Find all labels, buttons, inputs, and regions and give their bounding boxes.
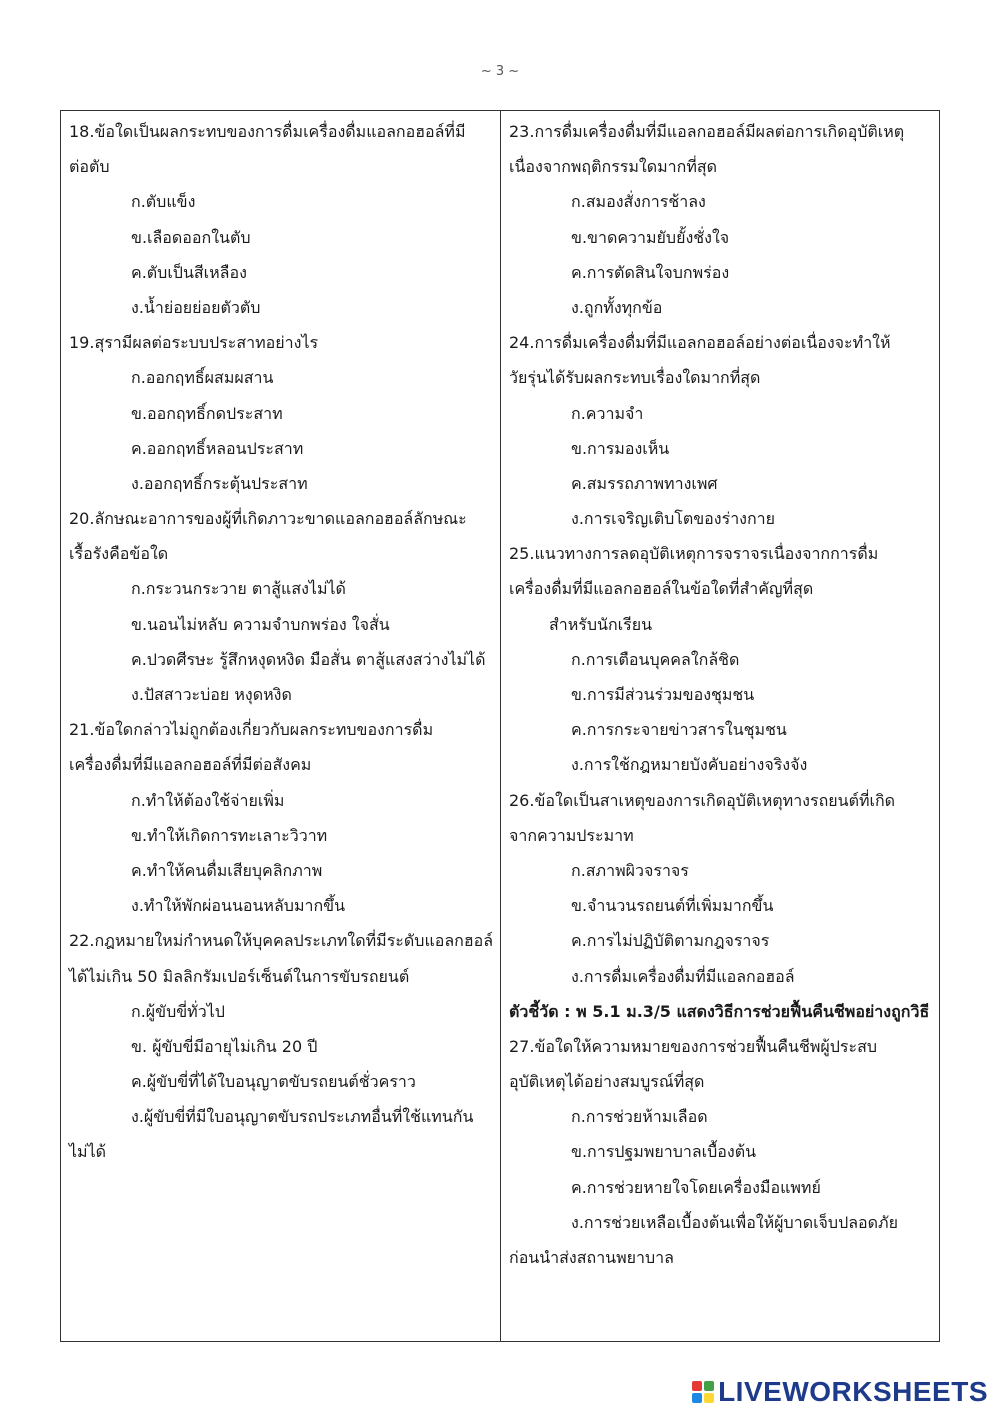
question-22-option-d: ง.ผู้ขับขี่ที่มีใบอนุญาตขับรถประเภทอื่นที่ใช้แทนกัน [131,1107,474,1127]
question-19-line-1: 19.สุรามีผลต่อระบบประสาทอย่างไร [69,333,319,353]
question-24-line-1: 24.การดื่มเครื่องดื่มที่มีแอลกอฮอล์อย่างต่อเนื่องจะทำให้ [509,333,891,353]
question-18-line-2: ต่อตับ [69,157,110,177]
indicator-heading: ตัวชี้วัด : พ 5.1 ม.3/5 แสดงวิธีการช่วยฟื้นคืนชีพอย่างถูกวิธี [509,1001,930,1021]
question-18-option-c: ค.ตับเป็นสีเหลือง [131,262,247,282]
right-column [501,111,941,1341]
liveworksheets-wordmark: LIVEWORKSHEETS [718,1376,988,1407]
question-23-option-c: ค.การตัดสินใจบกพร่อง [571,262,730,282]
question-27-line-1: 27.ข้อใดให้ความหมายของการช่วยฟื้นคืนชีพผู้ประสบ [509,1036,878,1056]
question-20-option-c: ค.ปวดศีรษะ รู้สึกหงุดหงิด มือสั่น ตาสู้แสงสว่างไม่ได้ [131,649,486,669]
question-22-option-c: ค.ผู้ขับขี่ที่ได้ใบอนุญาตขับรถยนต์ชั่วคราว [131,1072,416,1092]
question-20-line-1: 20.ลักษณะอาการของผู้ที่เกิดภาวะขาดแอลกอฮอล์ลักษณะ [69,509,467,529]
question-24-option-a: ก.ความจำ [571,403,644,423]
liveworksheets-brand [692,1374,988,1410]
question-26-line-1: 26.ข้อใดเป็นสาเหตุของการเกิดอุบัติเหตุทางรถยนต์ที่เกิด [509,790,896,810]
question-18-option-a: ก.ตับแข็ง [131,192,196,212]
question-19-option-a: ก.ออกฤทธิ์ผสมผสาน [131,368,274,388]
question-19-option-c: ค.ออกฤทธิ์หลอนประสาท [131,438,304,458]
question-27-line-2: อุบัติเหตุได้อย่างสมบูรณ์ที่สุด [509,1072,705,1092]
question-20-line-2: เรื้อรังคือข้อใด [69,544,169,564]
question-23-line-1: 23.การดื่มเครื่องดื่มที่มีแอลกอฮอล์มีผลต่อการเกิดอุบัติเหตุ [509,122,905,141]
question-22-line-2: ได้ไม่เกิน 50 มิลลิกรัมเปอร์เซ็นต์ในการขับรถยนต์ [69,966,410,986]
question-26-option-d: ง.การดื่มเครื่องดื่มที่มีแอลกอฮอล์ [571,966,795,986]
question-24-line-2: วัยรุ่นได้รับผลกระทบเรื่องใดมากที่สุด [509,368,761,388]
question-19-option-b: ข.ออกฤทธิ์กดประสาท [131,403,283,423]
question-24-option-d: ง.การเจริญเติบโตของร่างกาย [571,509,776,529]
question-24-option-c: ค.สมรรถภาพทางเพศ [571,473,718,493]
question-18-line-1: 18.ข้อใดเป็นผลกระทบของการดื่มเครื่องดื่มแอลกอฮอล์ที่มี [69,122,466,141]
question-25-option-a: ก.การเตือนบุคคลใกล้ชิด [571,649,740,669]
question-23-option-d: ง.ถูกทั้งทุกข้อ [571,297,663,317]
question-20-option-d: ง.ปัสสาวะบ่อย หงุดหงิด [131,685,292,704]
question-20-option-a: ก.กระวนกระวาย ตาสู้แสงไม่ได้ [131,579,346,599]
question-21-line-2: เครื่องดื่มที่มีแอลกอฮอล์ที่มีต่อสังคม [69,755,312,775]
question-23-line-2: เนื่องจากพฤติกรรมใดมากที่สุด [509,157,718,177]
question-21-option-b: ข.ทำให้เกิดการทะเลาะวิวาท [131,825,328,845]
liveworksheets-logo-icon [692,1381,714,1403]
question-27-option-a: ก.การช่วยห้ามเลือด [571,1107,708,1127]
question-25-line-2: เครื่องดื่มที่มีแอลกอฮอล์ในข้อใดที่สำคัญที่สุด [509,579,814,599]
question-21-option-c: ค.ทำให้คนดื่มเสียบุคลิกภาพ [131,860,323,880]
question-18-option-b: ข.เลือดออกในตับ [131,227,251,247]
question-25-line-3: สำหรับนักเรียน [549,614,653,634]
question-23-option-b: ข.ขาดความยับยั้งชั่งใจ [571,227,730,247]
question-19-option-d: ง.ออกฤทธิ์กระตุ้นประสาท [131,473,308,493]
question-27-option-c: ค.การช่วยหายใจโดยเครื่องมือแพทย์ [571,1177,821,1197]
question-26-option-a: ก.สภาพผิวจราจร [571,860,689,880]
question-22-line-1: 22.กฎหมายใหม่กำหนดให้บุคคลประเภทใดที่มีระดับแอลกฮอล์ [69,931,494,951]
question-22-option-a: ก.ผู้ขับขี่ทั่วไป [131,1001,225,1021]
question-25-option-d: ง.การใช้กฎหมายบังคับอย่างจริงจัง [571,755,808,775]
page-number: ~ 3 ~ [480,64,520,79]
left-column [61,111,501,1341]
question-21-line-1: 21.ข้อใดกล่าวไม่ถูกต้องเกี่ยวกับผลกระทบของการดื่ม [69,720,434,740]
question-21-option-a: ก.ทำให้ต้องใช้จ่ายเพิ่ม [131,790,285,810]
question-22-option-b: ข. ผู้ขับขี่มีอายุไม่เกิน 20 ปี [131,1036,318,1056]
question-sheet [60,110,940,1342]
question-20-option-b: ข.นอนไม่หลับ ความจำบกพร่อง ใจสั่น [131,614,390,634]
question-25-option-c: ค.การกระจายข่าวสารในชุมชน [571,720,787,740]
question-27-option-b: ข.การปฐมพยาบาลเบื้องต้น [571,1142,757,1162]
question-27-option-d-continued: ก่อนนำส่งสถานพยาบาล [509,1248,674,1267]
question-27-option-d: ง.การช่วยเหลือเบื้องต้นเพื่อให้ผู้บาดเจ็บปลอดภัย [571,1212,898,1232]
question-26-option-c: ค.การไม่ปฏิบัติตามกฎจราจร [571,931,770,951]
question-18-option-d: ง.น้ำย่อยย่อยตัวตับ [131,297,261,317]
question-21-option-d: ง.ทำให้พักผ่อนนอนหลับมากขึ้น [131,896,346,916]
question-24-option-b: ข.การมองเห็น [571,438,670,458]
question-25-line-1: 25.แนวทางการลดอุบัติเหตุการจราจรเนื่องจากการดื่ม [509,544,879,564]
question-25-option-b: ข.การมีส่วนร่วมของชุมชน [571,685,755,704]
question-26-line-2: จากความประมาท [509,825,634,845]
question-23-option-a: ก.สมองสั่งการช้าลง [571,192,706,212]
question-26-option-b: ข.จำนวนรถยนต์ที่เพิ่มมากขึ้น [571,896,774,916]
question-22-option-d-continued: ไม่ได้ [69,1142,107,1162]
